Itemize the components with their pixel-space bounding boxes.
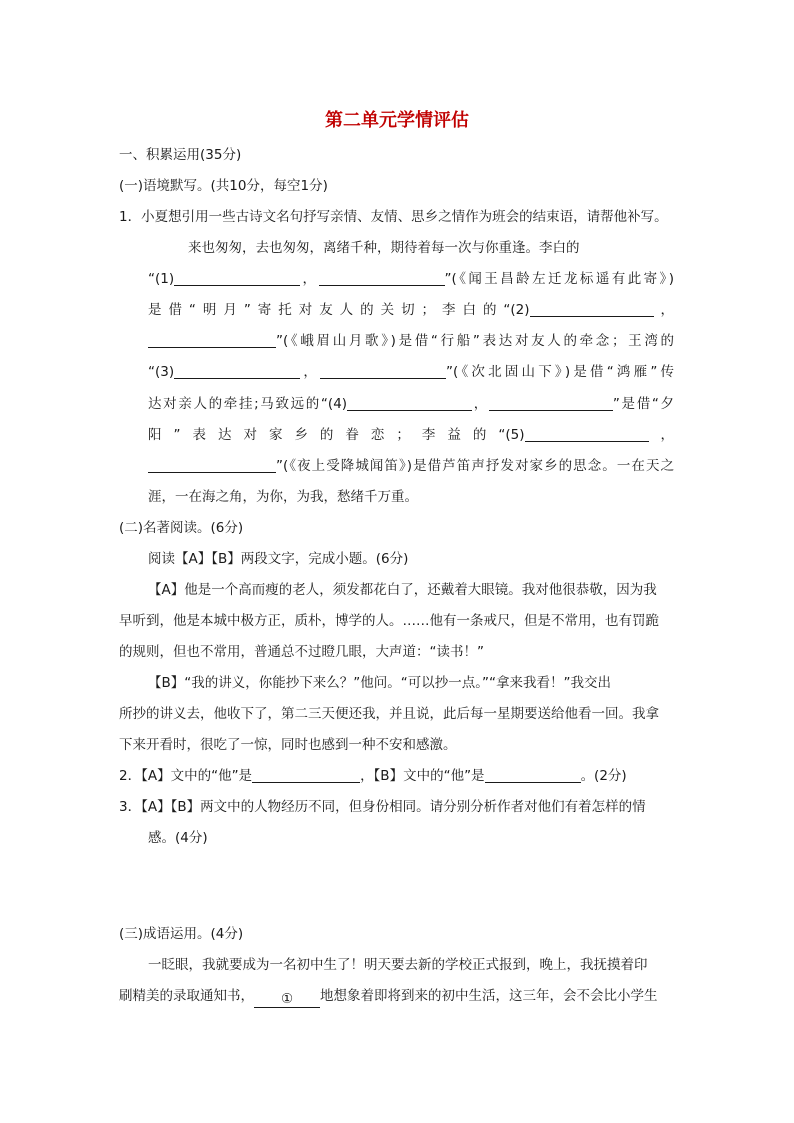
subsection-heading: (二)名著阅读。(6分) xyxy=(119,520,244,536)
subsection-heading: (一)语境默写。(共10分，每空1分) xyxy=(119,178,328,194)
question-3-line: 感。(4分) xyxy=(148,830,208,846)
section-heading: 一、积累运用(35分) xyxy=(119,147,242,163)
idiom-passage-line: 一眨眼，我就要成为一名初中生了！明天要去新的学校正式报到，晚上，我抚摸着印 xyxy=(148,957,648,973)
answer-blank[interactable] xyxy=(530,301,654,317)
passage-b-line: 【B】“我的讲义，你能抄下来么？”他问。“可以抄一点。”“拿来我看！”我交出 xyxy=(148,675,611,691)
answer-blank[interactable] xyxy=(319,270,445,286)
passage-b-line: 所抄的讲义去，他收下了，第二三天便还我，并且说，此后每一星期要送给他看一回。我拿 xyxy=(119,706,659,722)
q1-paragraph-line: ”(《夜上受降城闻笛》)是借芦笛声抒发对家乡的思念。一在天之 xyxy=(148,456,674,476)
answer-blank[interactable] xyxy=(174,270,300,286)
subsection-heading: (三)成语运用。(4分) xyxy=(119,926,244,942)
answer-blank[interactable] xyxy=(485,767,581,783)
answer-blank[interactable] xyxy=(252,767,360,783)
answer-blank[interactable] xyxy=(174,363,300,379)
q1-paragraph-line: 是借“明月”寄托对友人的关切；李白的“(2) ， xyxy=(148,302,674,318)
q1-paragraph-line: 阳”表达对家乡的眷恋；李益的“(5) ， xyxy=(148,427,674,443)
page-title: 第二单元学情评估 xyxy=(325,110,469,131)
passage-a-line: 【A】他是一个高而瘦的老人，须发都花白了，还戴着大眼镜。我对他很恭敬，因为我 xyxy=(148,582,657,598)
idiom-blank-1[interactable]: ① xyxy=(254,992,320,1008)
answer-blank[interactable] xyxy=(148,332,276,348)
passage-a-line: 的规则，但也不常用，普通总不过瞪几眼，大声道：“读书！” xyxy=(119,644,484,660)
idiom-passage-line: 刷精美的录取通知书， ① 地想象着即将到来的初中生活，这三年，会不会比小学生 xyxy=(119,988,658,1007)
reading-instruction: 阅读【A】【B】两段文字，完成小题。(6分) xyxy=(148,551,409,567)
question-2: 2．【A】文中的“他”是 ，【B】文中的“他”是 。(2分) xyxy=(119,768,627,784)
q1-paragraph-line: 达对亲人的牵挂;马致远的“(4) ， ”是借“夕 xyxy=(148,396,675,412)
passage-b-line: 下来开看时，很吃了一惊，同时也感到一种不安和感激。 xyxy=(119,737,457,753)
question-1-prompt: 1．小夏想引用一些古诗文名句抒写亲情、友情、思乡之情作为班会的结束语，请帮他补写。 xyxy=(119,209,668,225)
q1-paragraph-line: 涯，一在海之角，为你，为我，愁绪千万重。 xyxy=(148,489,418,505)
q1-paragraph-line: 来也匆匆，去也匆匆，离绪千种，期待着每一次与你重逢。李白的 xyxy=(188,240,580,256)
answer-blank[interactable] xyxy=(489,395,613,411)
answer-blank[interactable] xyxy=(347,395,472,411)
answer-blank[interactable] xyxy=(148,457,276,473)
question-3-line: 3．【A】【B】两文中的人物经历不同，但身份相同。请分别分析作者对他们有着怎样的情 xyxy=(119,799,646,815)
q1-paragraph-line: “(3) ， ”(《次北固山下》)是借“鸿雁”传 xyxy=(148,364,675,380)
q1-paragraph-line: “(1) ， ”(《闻王昌龄左迁龙标遥有此寄》) xyxy=(148,271,675,287)
passage-a-line: 早听到，他是本城中极方正，质朴，博学的人。……他有一条戒尺，但是不常用，也有罚跪 xyxy=(119,613,659,629)
answer-blank[interactable] xyxy=(320,363,446,379)
q1-paragraph-line: ”(《峨眉山月歌》)是借“行船”表达对友人的牵念；王湾的 xyxy=(148,331,674,351)
answer-blank[interactable] xyxy=(525,426,649,442)
